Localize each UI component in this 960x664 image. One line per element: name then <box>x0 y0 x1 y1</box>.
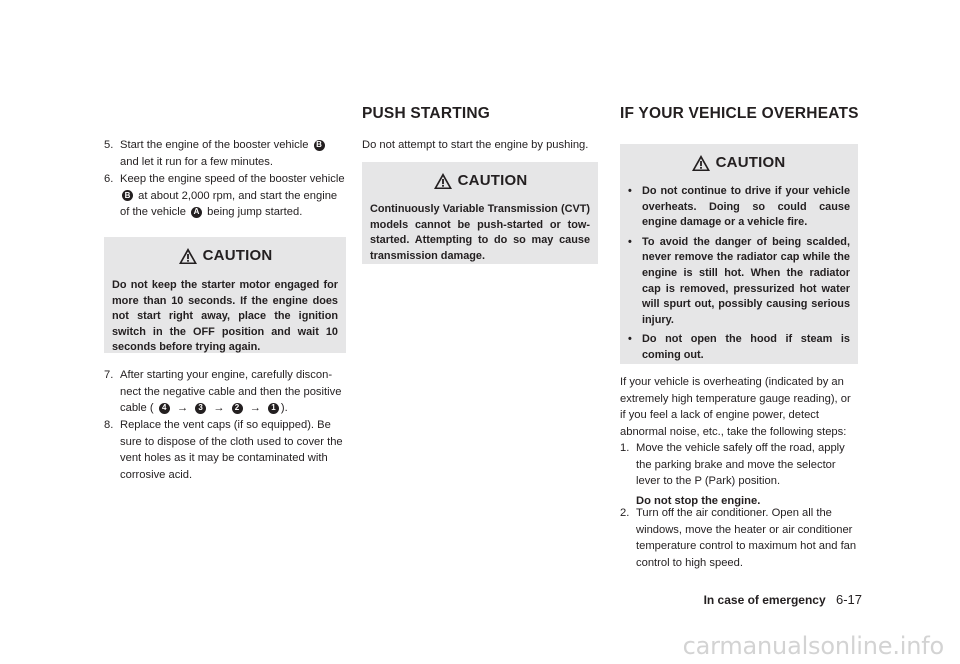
step-number: 1. <box>620 442 630 454</box>
callout-a-icon: A <box>191 207 202 218</box>
warning-triangle-icon <box>433 172 453 190</box>
arrow-icon: → <box>213 402 225 415</box>
caution-title: CAUTION <box>202 246 273 264</box>
step-text: Move the vehicle safely off the road, apply the parking brake and move the selector lever to the P (Park) position. <box>636 442 845 488</box>
caution-box <box>362 162 598 264</box>
push-start-intro: Do not attempt to start the engine by pushing. <box>362 139 589 151</box>
caution-heading <box>112 247 338 265</box>
callout-2-icon: 2 <box>232 403 243 414</box>
callout-b-icon: B <box>122 190 133 201</box>
step-5 <box>104 137 346 170</box>
caution-item-text: Do not open the hood if steam is coming out. <box>642 333 850 361</box>
bullet-icon: • <box>628 185 632 197</box>
step-number: 6. <box>104 173 114 185</box>
step-8 <box>104 417 346 483</box>
step-1 <box>620 440 858 509</box>
step-text: Start the engine of the booster vehicle <box>120 139 309 151</box>
caution-title: CAUTION <box>715 153 786 171</box>
page-footer <box>704 592 862 607</box>
caution-item <box>626 184 850 231</box>
heading-vehicle-overheats: IF YOUR VEHICLE OVERHEATS <box>620 105 859 122</box>
caution-heading <box>370 172 590 190</box>
step-text: Turn off the air conditioner. Open all the windows, move the heater or air conditioner temperature control to maximum hot and fan control to high speed. <box>636 507 857 569</box>
bullet-icon: • <box>628 235 632 248</box>
callout-3-icon: 3 <box>195 403 206 414</box>
warning-triangle-icon <box>178 247 198 265</box>
step-text: After starting your engine, carefully discon-nect the negative cable and then the positive cable ( <box>120 369 342 415</box>
heading-push-starting: PUSH STARTING <box>362 105 491 122</box>
caution-text: Do not keep the starter motor engaged for more than 10 seconds. If the engine does not start right away, place the ignition switch in the OFF position and wait 10 seconds before trying again. <box>112 279 338 354</box>
step-7 <box>104 367 346 417</box>
caution-box <box>620 144 858 364</box>
step-emphasis: Do not stop the engine. <box>636 494 761 507</box>
overheat-intro: If your vehicle is overheating (indicated by an extremely high temperature gauge reading), or if you feel a lack of engine power, detect abnormal noise, etc., take the following steps: <box>620 376 851 438</box>
warning-triangle-icon <box>691 154 711 172</box>
step-number: 7. <box>104 369 114 381</box>
step-number: 5. <box>104 139 114 151</box>
step-text: and let it run for a few minutes. <box>120 155 273 168</box>
watermark: carmanualsonline.info <box>682 632 944 660</box>
callout-b-icon: B <box>314 140 325 151</box>
step-text: Keep the engine speed of the booster vehicle <box>120 173 345 185</box>
caution-text: Continuously Variable Transmission (CVT) models cannot be push-started or tow-started. Attempting to do so may cause transmission damage. <box>370 203 590 262</box>
step-text: being jump started. <box>207 206 303 219</box>
caution-item <box>626 235 850 329</box>
caution-box <box>104 237 346 353</box>
caution-item-text: To avoid the danger of being scalded, never remove the radiator cap while the engine is still hot. When the radiator cap is removed, pressurized hot water will spurt out, possibly causing serious injury. <box>642 235 850 326</box>
step-number: 2. <box>620 507 630 519</box>
footer-section-title: In case of emergency <box>703 593 826 607</box>
callout-4-icon: 4 <box>159 403 170 414</box>
caution-heading <box>626 154 850 172</box>
step-text: at about 2,000 rpm, and start the engine of the vehicle <box>120 189 338 219</box>
step-6 <box>104 171 346 221</box>
step-number: 8. <box>104 419 114 431</box>
step-text: Replace the vent caps (if so equipped). Be sure to dispose of the cloth used to cover the vent holes as it may be contaminated with corrosive acid. <box>120 419 343 481</box>
step-2 <box>620 505 858 571</box>
step-text: ). <box>280 402 288 415</box>
arrow-icon: → <box>176 402 188 415</box>
caution-item <box>626 332 850 363</box>
caution-item-text: Do not continue to drive if your vehicle overheats. Doing so could cause engine damage or a vehicle fire. <box>642 185 850 229</box>
callout-1-icon: 1 <box>268 403 279 414</box>
caution-title: CAUTION <box>457 171 528 189</box>
arrow-icon: → <box>249 402 261 415</box>
bullet-icon: • <box>628 333 632 346</box>
page-number: 6-17 <box>835 592 862 607</box>
